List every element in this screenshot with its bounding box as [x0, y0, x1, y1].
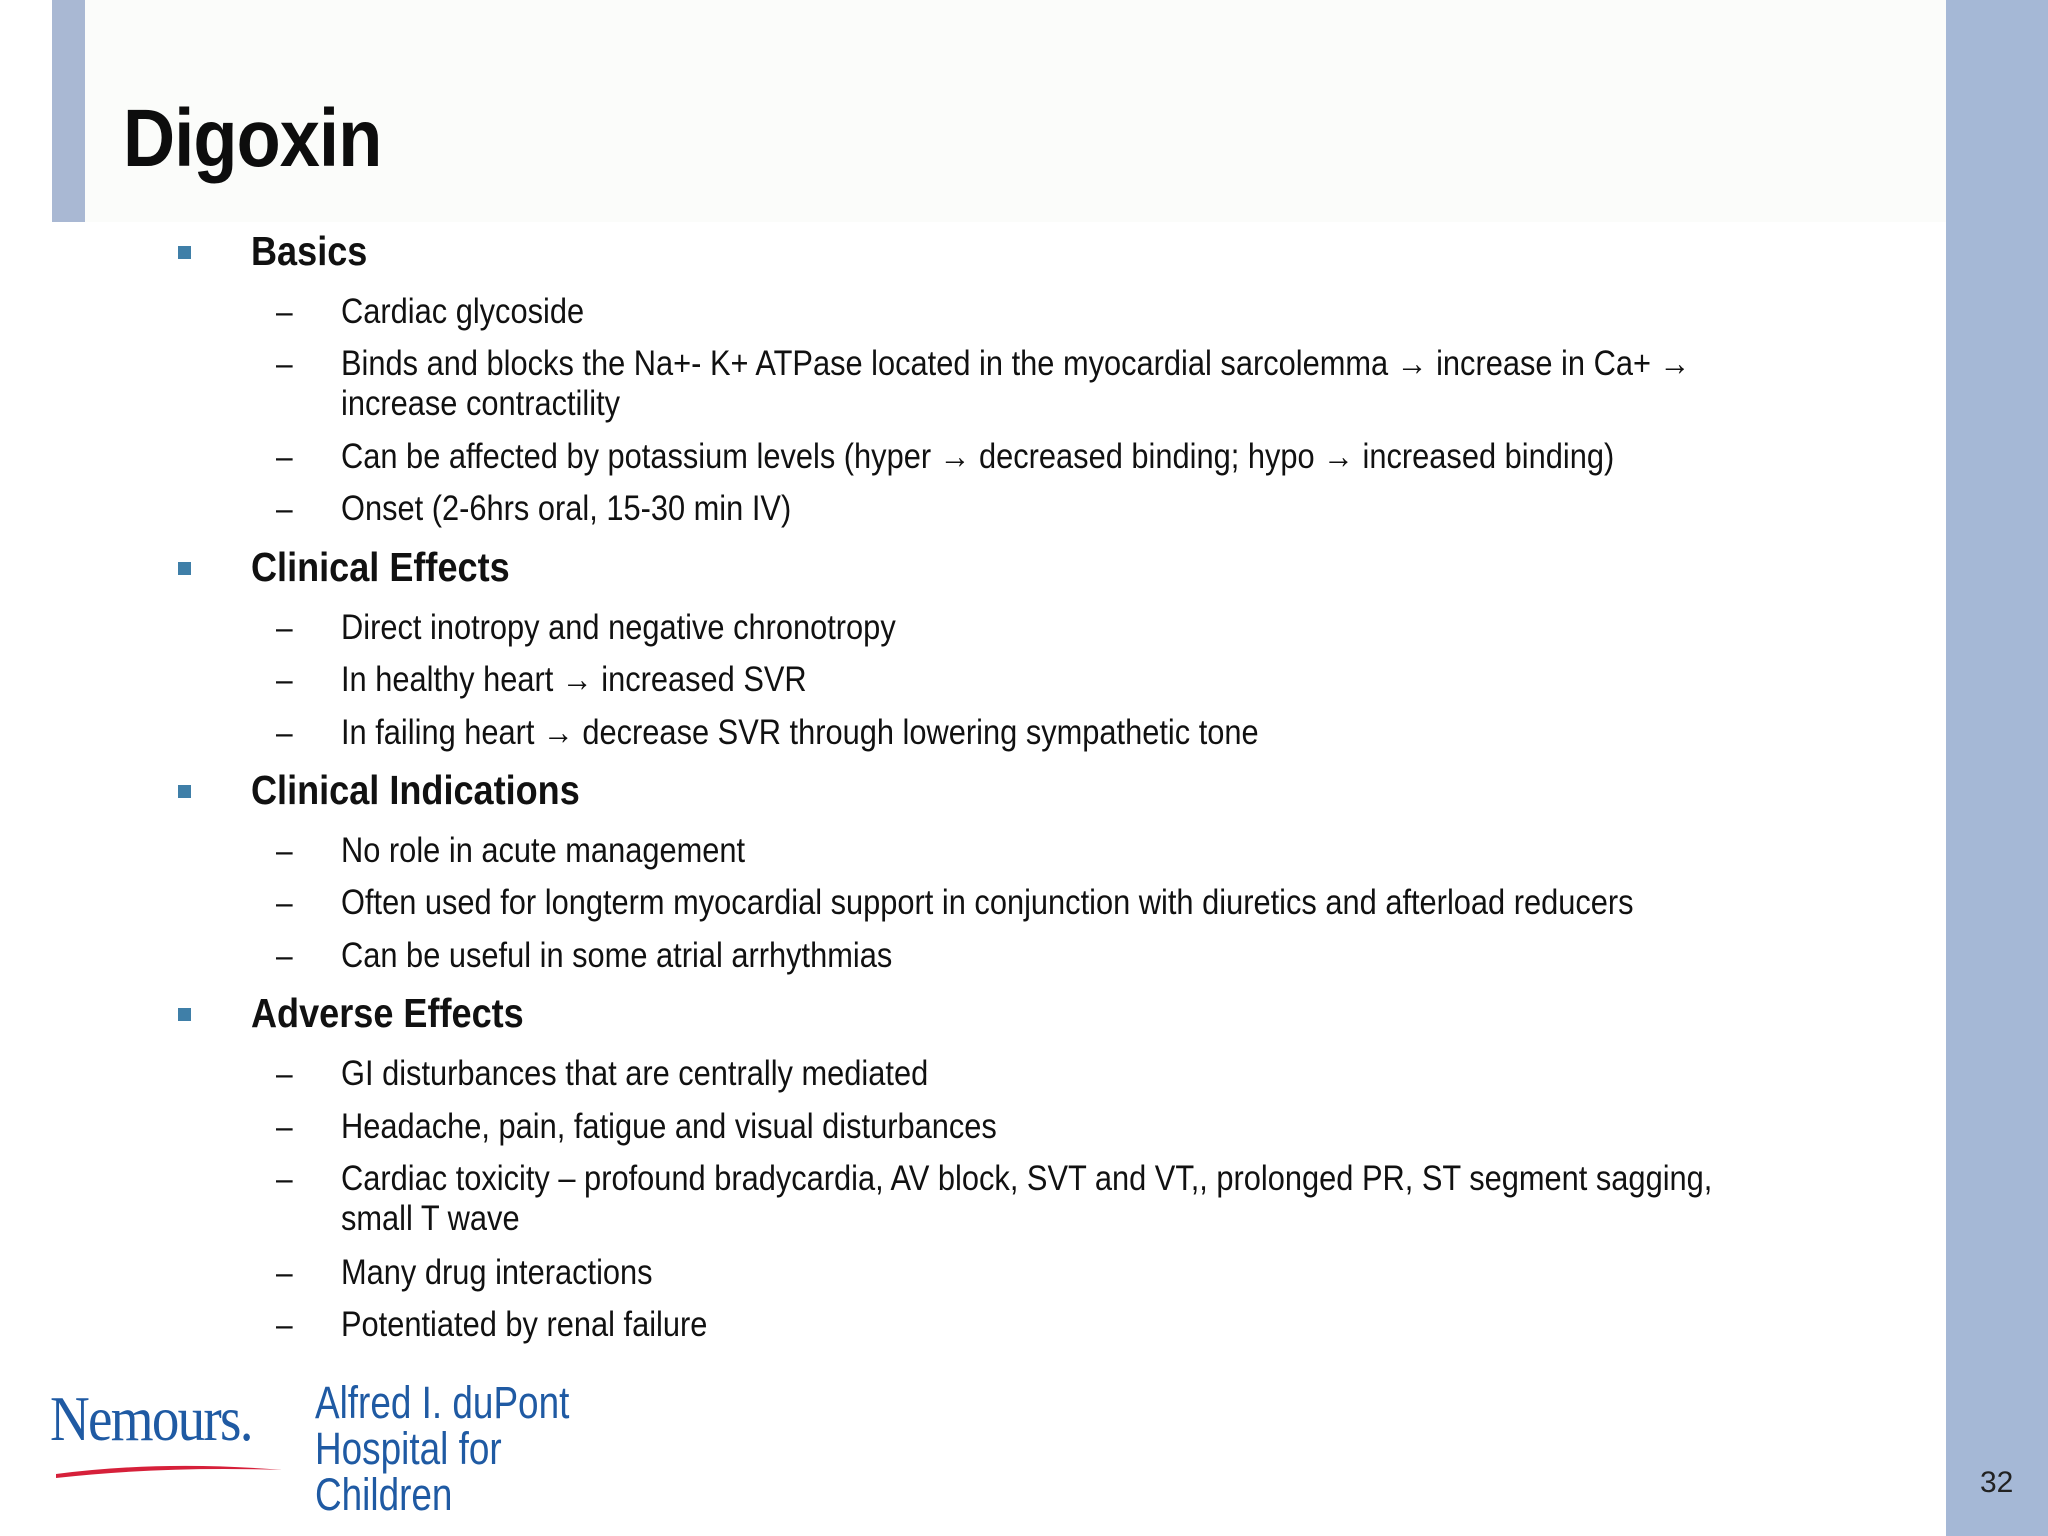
list-item-text: Headache, pain, fatigue and visual disturbances — [341, 1107, 997, 1146]
list-item-text: Many drug interactions — [341, 1253, 653, 1292]
square-bullet-icon — [178, 785, 191, 798]
list-item-text: Cardiac toxicity – profound bradycardia, AV block, SVT and VT,, prolonged PR, ST segment sagging, small T wave — [341, 1159, 1721, 1238]
section-heading: Basics — [251, 228, 368, 274]
square-bullet-icon — [178, 562, 191, 575]
dash-bullet-icon: – — [276, 438, 293, 476]
list-item-text: Can be useful in some atrial arrhythmias — [341, 936, 893, 975]
list-item-text: In healthy heart → increased SVR — [341, 660, 807, 699]
dash-bullet-icon: – — [276, 884, 293, 922]
dash-bullet-icon: – — [276, 345, 293, 383]
list-item-text: Potentiated by renal failure — [341, 1305, 708, 1344]
section-heading: Adverse Effects — [251, 990, 524, 1036]
list-item-text: Binds and blocks the Na+- K+ ATPase located in the myocardial sarcolemma → increase in Ca+ → increase contractility — [341, 344, 1699, 423]
dash-bullet-icon: – — [276, 1254, 293, 1292]
dash-bullet-icon: – — [276, 661, 293, 699]
list-item-text: Can be affected by potassium levels (hyper → decreased binding; hypo → increased binding) — [341, 437, 1615, 476]
dash-bullet-icon: – — [276, 1108, 293, 1146]
dash-bullet-icon: – — [276, 490, 293, 528]
dash-bullet-icon: – — [276, 609, 293, 647]
logo-brand-text: Nemours. — [50, 1383, 252, 1454]
square-bullet-icon — [178, 246, 191, 259]
dash-bullet-icon: – — [276, 293, 293, 331]
logo-hospital-line-1: Alfred I. duPont — [315, 1377, 570, 1428]
section-heading: Clinical Indications — [251, 767, 580, 813]
list-item-text: Direct inotropy and negative chronotropy — [341, 608, 896, 647]
list-item-text: In failing heart → decrease SVR through lowering sympathetic tone — [341, 713, 1259, 752]
slide-title: Digoxin — [123, 93, 382, 184]
list-item-text: Often used for longterm myocardial support in conjunction with diuretics and afterload reducers — [341, 883, 1634, 922]
dash-bullet-icon: – — [276, 1306, 293, 1344]
list-item-text: GI disturbances that are centrally mediated — [341, 1054, 929, 1093]
dash-bullet-icon: – — [276, 937, 293, 975]
dash-bullet-icon: – — [276, 1160, 293, 1198]
list-item-text: Onset (2-6hrs oral, 15-30 min IV) — [341, 489, 792, 528]
logo-hospital-line-2: Hospital for Children — [315, 1423, 502, 1520]
page-number: 32 — [1980, 1466, 2014, 1499]
list-item-text: Cardiac glycoside — [341, 292, 585, 331]
list-item-text: No role in acute management — [341, 831, 746, 870]
square-bullet-icon — [178, 1008, 191, 1021]
logo-hospital-name — [315, 1377, 606, 1520]
dash-bullet-icon: – — [276, 714, 293, 752]
dash-bullet-icon: – — [276, 832, 293, 870]
right-side-band — [1946, 0, 2048, 1536]
dash-bullet-icon: – — [276, 1055, 293, 1093]
logo-swoosh-icon — [54, 1462, 284, 1480]
nemours-logo — [50, 1377, 670, 1520]
section-heading: Clinical Effects — [251, 544, 510, 590]
